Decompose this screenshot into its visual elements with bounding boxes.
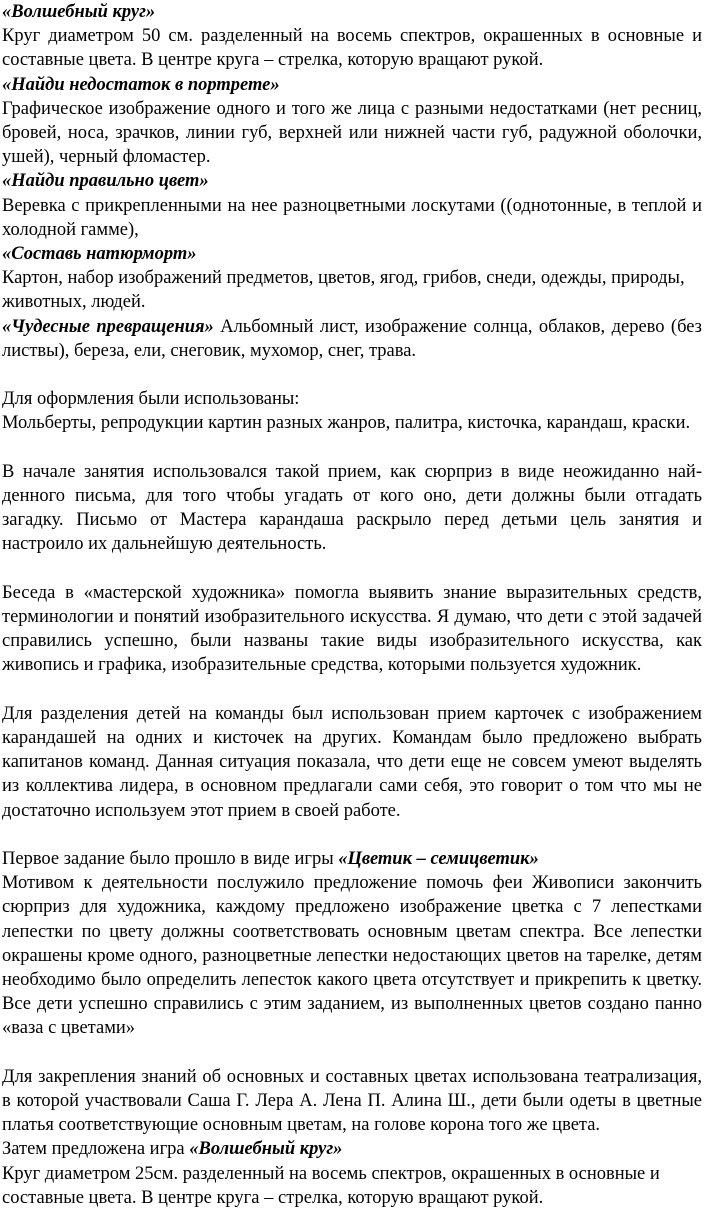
spacer [2, 436, 702, 460]
material-description: Альбомный лист, изображение солнца, облаков, дерево (без листвы), береза, ели, снеговик, мухомор, снег, трава. [2, 316, 702, 361]
spacer [2, 363, 702, 387]
material-description: Веревка с прикрепленными на нее разноцветными лоскутами ((однотонные, в теплой и холодной гамме), [2, 195, 702, 240]
material-wonderful-transformations [2, 315, 702, 363]
heading-text: «Составь натюрморт» [2, 244, 197, 265]
paragraph-talk: Беседа в «мастерской художника» помогла выявить знание выразительных средств, терминологии и понятий изобразительного искусства. Я думаю, что дети с этой задачей справились успешно, были названы такие виды изобразительного искусства, как живопись и графика, изобразительные средства, которыми пользуется художник. [2, 582, 702, 676]
heading-text: «Найди правильно цвет» [2, 171, 209, 192]
material-heading-find-flaw [2, 73, 702, 97]
spacer [2, 823, 702, 847]
material-heading-find-color [2, 169, 702, 193]
task1-game-title: «Цветик – семицветик» [338, 849, 539, 870]
heading-text: «Найди недостаток в портрете» [2, 74, 280, 95]
paragraph-start-of-lesson: В начале занятия использовался такой прием, как сюрприз в виде неожиданно най-денного письма, для того чтобы угадать от кого оно, дети должны были отгадать загадку. Письмо от Мастера карандаша раскрыло перед детьми цель занятия и настроило их дальнейшую деятельность. [2, 461, 702, 555]
material-description: Картон, набор изображений предметов, цветов, ягод, грибов, снеди, одежды, природы, животных, людей. [2, 268, 685, 313]
spacer [2, 678, 702, 702]
spacer [2, 1041, 702, 1065]
material-heading-still-life [2, 242, 702, 266]
heading-text: «Волшебный круг» [2, 2, 156, 22]
paragraph-theatre: Для закрепления знаний об основных и составных цветах использована театрализация, в которой участвовали Саша Г. Лера А. Лена П. Алина Ш., дети были одеты в цветные платья соответствующие основным цветам, на голове корона того же цвета. [2, 1066, 702, 1136]
next-game-body: Круг диаметром 25см. разделенный на восемь спектров, окрашенных в основные и составные цвета. В центре круга – стрелка, которую вращают рукой. [2, 1163, 660, 1208]
material-heading-magic-circle [2, 0, 702, 24]
decor-intro: Для оформления были использованы: [2, 389, 300, 410]
heading-text: «Чудесные превращения» [2, 316, 214, 337]
next-game-intro-line [2, 1137, 702, 1161]
material-description: Круг диаметром 50 см. разделенный на восемь спектров, окрашенных в основные и составные цвета. В центре круга – стрелка, которую вращают рукой. [2, 26, 702, 71]
task1-body: Мотивом к деятельности послужило предложение помочь феи Живописи закончить сюрприз для художника, каждому предложено изображение цветка с 7 лепестками лепестки по цвету должны соответствовать основным цветам спектра. Все лепестки окрашены кроме одного, разноцветные лепестки недостающих цветов на тарелке, детям необходимо было определить лепесток какого цвета отсутствует и прикрепить к цветку. Все дети успешно справились с этим заданием, из выполненных цветов создано панно «ваза с цветами» [2, 873, 702, 1039]
paragraph-teams: Для разделения детей на команды был использован прием карточек с изображением карандашей на одних и кисточек на других. Командам было предложено выбрать капитанов команд. Данная ситуация показала, что дети еще не совсем умеют выделять из коллектива лидера, в основном предлагали сами себя, это говорит о том что мы не достаточно используем этот прием в своей работе. [2, 703, 702, 821]
spacer [2, 557, 702, 581]
next-game-title: «Волшебный круг» [189, 1139, 343, 1160]
material-description: Графическое изображение одного и того же лица с разными недостатками (нет ресниц, бровей, носа, зрачков, линии губ, верхней или нижней части губ, радужной оболочки, ушей), черный фломастер. [2, 98, 702, 168]
decor-list: Мольберты, репродукции картин разных жанров, палитра, кисточка, карандаш, краски. [2, 413, 691, 434]
task1-intro-line [2, 847, 702, 871]
next-game-intro: Затем предложена игра [2, 1139, 190, 1160]
task1-intro: Первое задание было прошло в виде игры [2, 849, 339, 870]
